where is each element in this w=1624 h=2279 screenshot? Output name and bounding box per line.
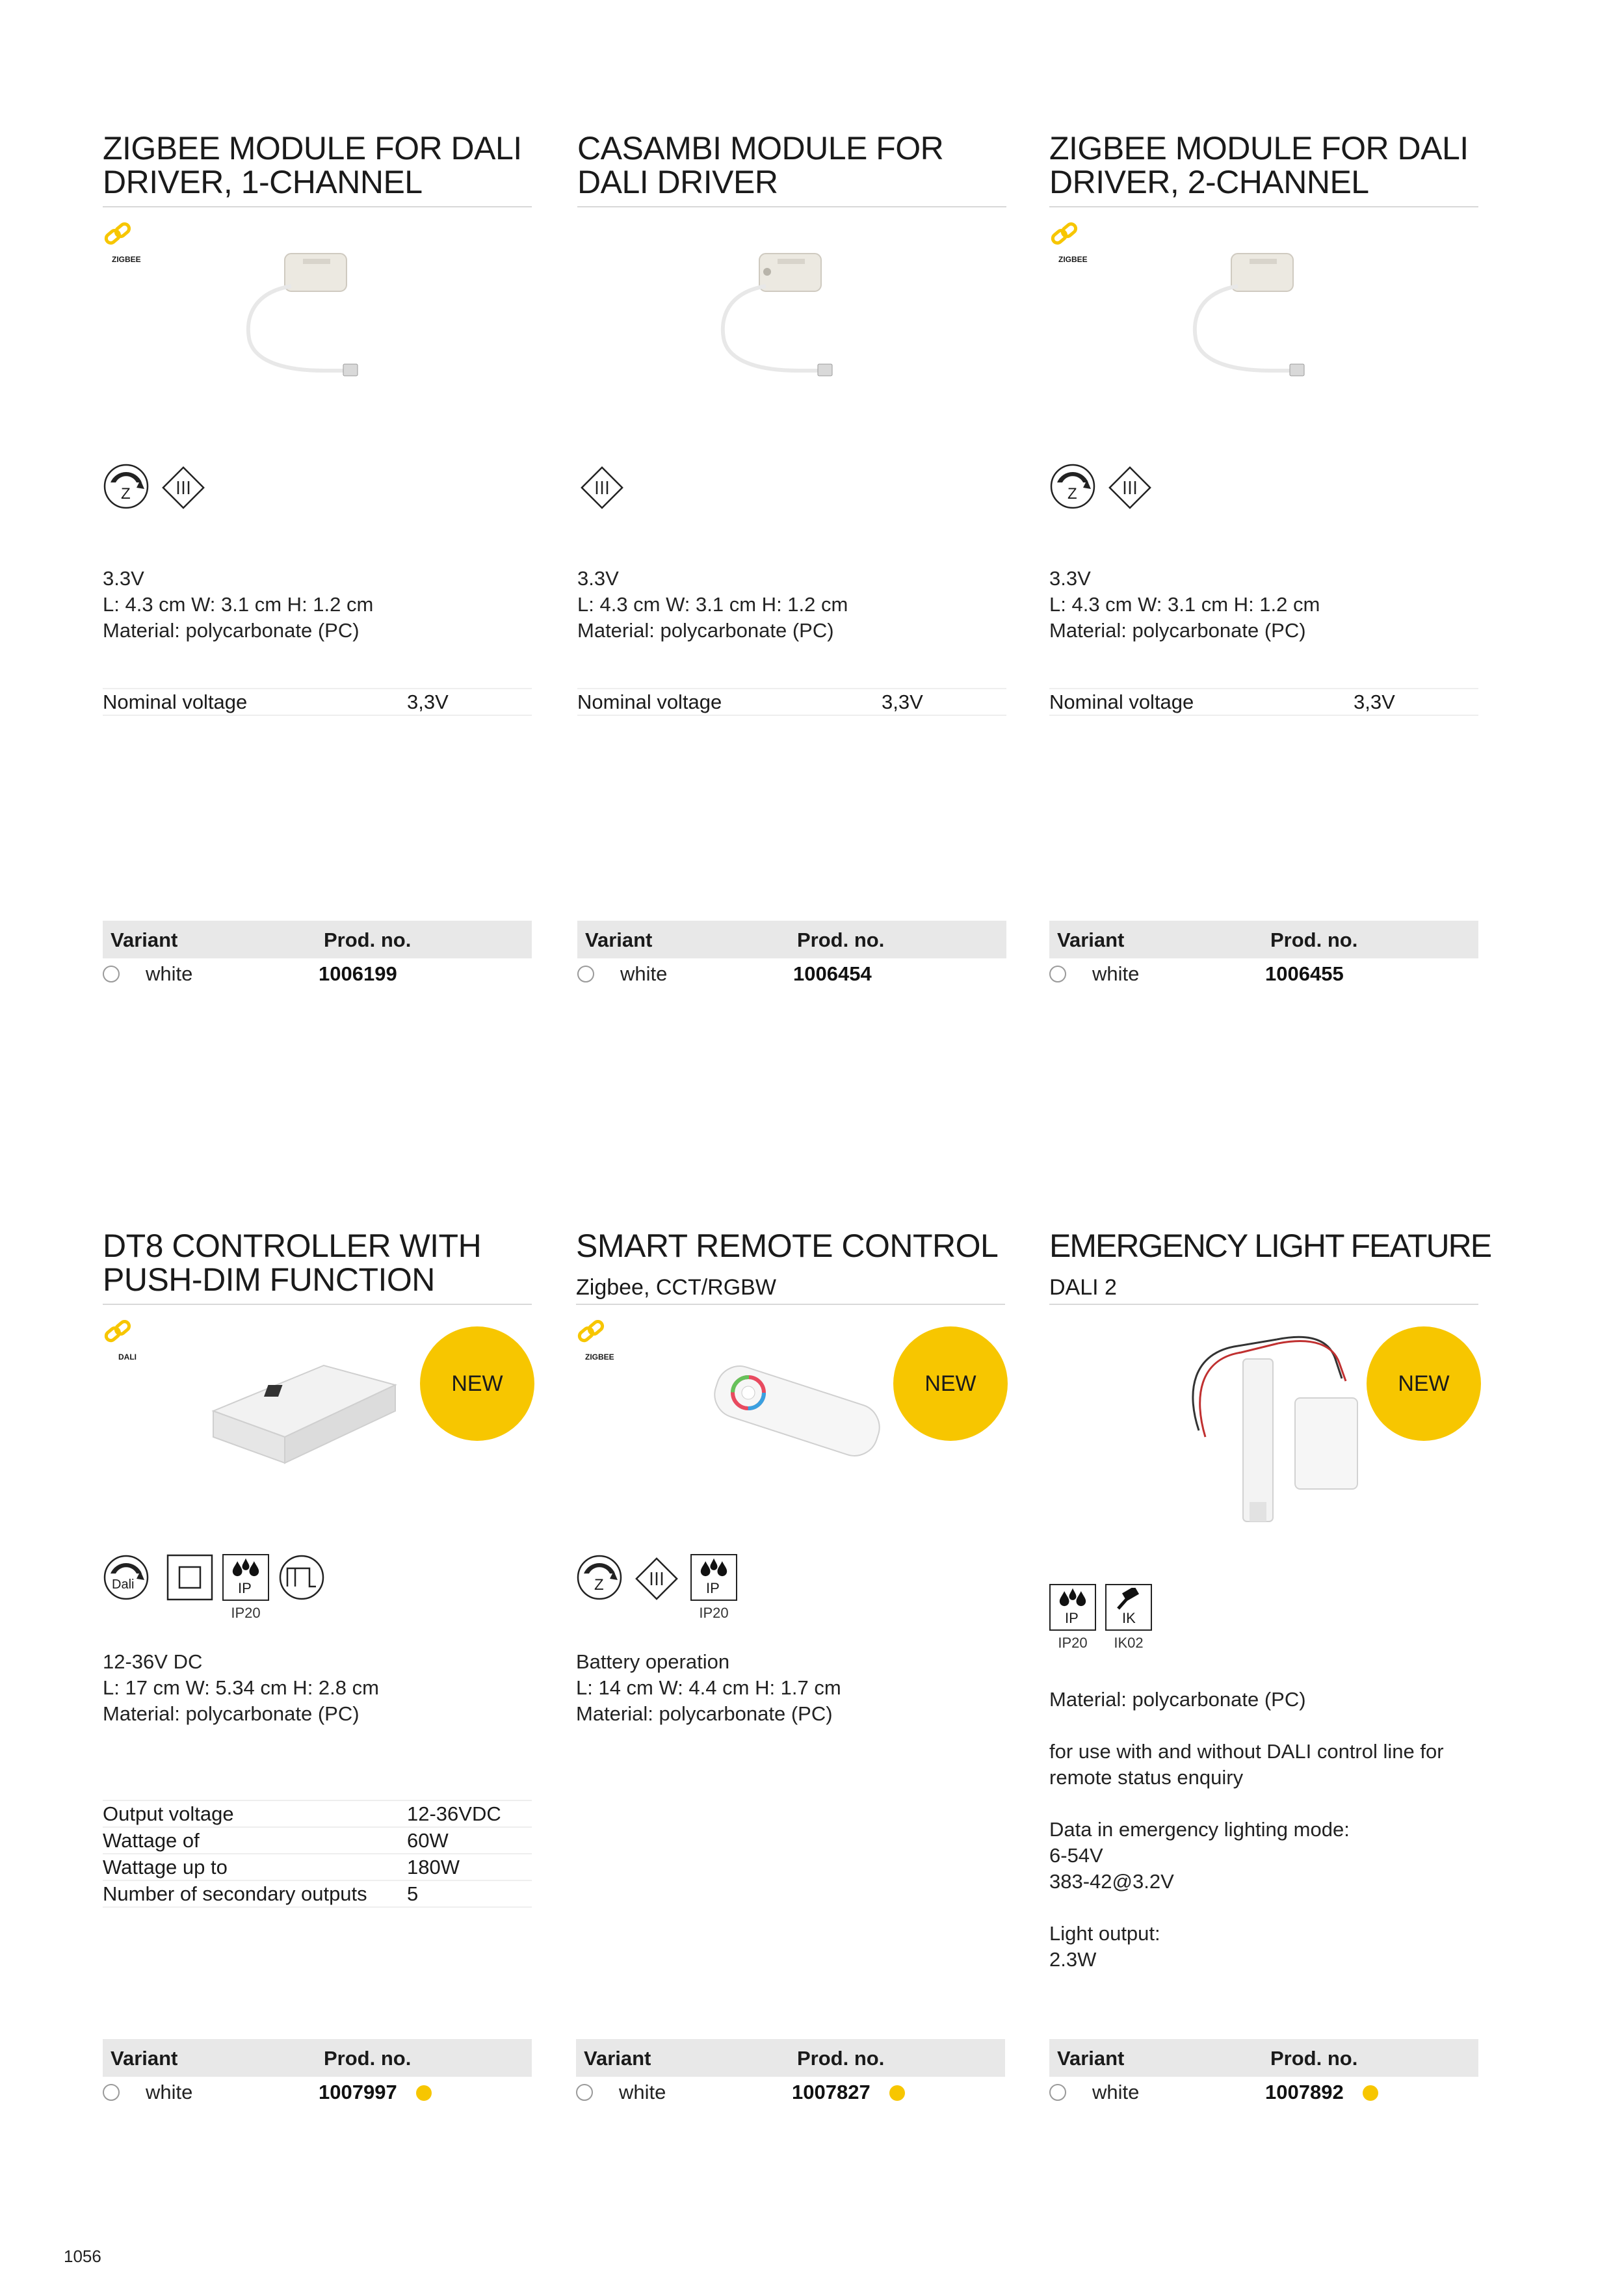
product-title: SMART REMOTE CONTROL bbox=[576, 1228, 999, 1264]
variant-row[interactable] bbox=[576, 2078, 1005, 2107]
zigbee-dimmer-icon: Z bbox=[576, 1554, 623, 1601]
badge-label: ZIGBEE bbox=[112, 255, 141, 264]
zigbee-module-product-image bbox=[239, 241, 395, 397]
product-title: ZIGBEE MODULE FOR DALI DRIVER, 1-CHANNEL bbox=[103, 130, 522, 200]
dali-class-iii-icon bbox=[1105, 463, 1155, 512]
variant-row[interactable] bbox=[103, 2078, 532, 2107]
spec-table bbox=[103, 688, 532, 716]
new-badge: NEW bbox=[893, 1326, 1008, 1441]
dali-dimmer-icon bbox=[103, 1554, 150, 1601]
spec-row: Nominal voltage 3,3V bbox=[577, 689, 1006, 715]
new-indicator-dot bbox=[889, 2085, 905, 2101]
product-title: CASAMBI MODULE FOR DALI DRIVER bbox=[577, 130, 944, 200]
ip-rating-icon: IP IP20 bbox=[1049, 1584, 1096, 1652]
title-divider bbox=[103, 1304, 532, 1305]
dali-icon-label: Dali bbox=[112, 1577, 135, 1592]
feature-icon-row bbox=[1049, 463, 1155, 512]
dali-class-iii-icon bbox=[577, 463, 627, 512]
product-card-dt8-controller bbox=[103, 1229, 532, 2139]
product-number: 1007827 bbox=[792, 2081, 871, 2103]
prodno-header: Prod. no. bbox=[797, 2047, 885, 2070]
push-dim-icon bbox=[278, 1554, 325, 1601]
variant-name: white bbox=[620, 962, 668, 985]
color-swatch-white bbox=[577, 966, 594, 982]
casambi-module-product-image bbox=[714, 241, 870, 397]
prodno-header: Prod. no. bbox=[324, 2047, 412, 2070]
product-title: ZIGBEE MODULE FOR DALI DRIVER, 2-CHANNEL bbox=[1049, 130, 1469, 200]
product-card-zigbee-2ch bbox=[1049, 0, 1478, 1040]
product-number: 1006455 bbox=[1265, 962, 1344, 985]
product-description: 3.3V L: 4.3 cm W: 3.1 cm H: 1.2 cm Material: polycarbonate (PC) bbox=[577, 567, 848, 642]
zigbee-dimmer-icon: Z bbox=[1049, 463, 1096, 510]
product-subtitle: Zigbee, CCT/RGBW bbox=[576, 1275, 776, 1300]
variant-table-header bbox=[577, 921, 1006, 958]
zigbee-badge-icon bbox=[1049, 220, 1082, 259]
spec-row: Wattage of 60W bbox=[103, 1827, 532, 1854]
product-description: 3.3V L: 4.3 cm W: 3.1 cm H: 1.2 cm Material: polycarbonate (PC) bbox=[1049, 567, 1320, 642]
zigbee-dimmer-icon: Z bbox=[103, 463, 150, 510]
ip-caption: IP20 bbox=[699, 1605, 729, 1621]
variant-name: white bbox=[146, 962, 193, 985]
color-swatch-white bbox=[576, 2084, 593, 2101]
badge-label: DALI bbox=[118, 1352, 137, 1362]
variant-header: Variant bbox=[1057, 929, 1125, 951]
variant-header: Variant bbox=[585, 929, 653, 951]
feature-icon-row bbox=[577, 463, 627, 512]
product-number: 1007892 bbox=[1265, 2081, 1344, 2103]
spec-row: Number of secondary outputs 5 bbox=[103, 1880, 532, 1907]
dt8-controller-product-image bbox=[207, 1339, 402, 1469]
badge-label: ZIGBEE bbox=[1058, 255, 1088, 264]
color-swatch-white bbox=[1049, 2084, 1066, 2101]
badge-label: ZIGBEE bbox=[585, 1352, 614, 1362]
variant-header: Variant bbox=[584, 2047, 651, 2070]
product-card-zigbee-1ch bbox=[103, 0, 532, 1040]
spec-row: Nominal voltage 3,3V bbox=[103, 689, 532, 715]
dali-class-iii-icon bbox=[159, 463, 208, 512]
dali-badge-icon bbox=[103, 1317, 135, 1356]
variant-row[interactable] bbox=[1049, 960, 1478, 988]
prodno-header: Prod. no. bbox=[797, 929, 885, 951]
ip-caption: IP20 bbox=[231, 1605, 261, 1621]
prodno-header: Prod. no. bbox=[1270, 2047, 1358, 2070]
product-title: DT8 CONTROLLER WITH PUSH-DIM FUNCTION bbox=[103, 1228, 482, 1298]
feature-icon-row bbox=[103, 463, 208, 512]
new-badge: NEW bbox=[420, 1326, 534, 1441]
variant-table-header bbox=[1049, 2039, 1478, 2077]
ip-rating-icon: IP IP20 bbox=[690, 1554, 737, 1622]
prodno-header: Prod. no. bbox=[324, 929, 412, 951]
new-indicator-dot bbox=[416, 2085, 432, 2101]
product-description: 12-36V DC L: 17 cm W: 5.34 cm H: 2.8 cm Material: polycarbonate (PC) bbox=[103, 1650, 379, 1725]
zigbee-badge-icon bbox=[103, 220, 135, 259]
title-divider bbox=[576, 1304, 1005, 1305]
zigbee-module-product-image bbox=[1186, 241, 1342, 397]
emergency-module-product-image bbox=[1179, 1326, 1368, 1535]
variant-name: white bbox=[146, 2081, 193, 2103]
product-card-emergency-light bbox=[1049, 1228, 1491, 2139]
product-description: 3.3V L: 4.3 cm W: 3.1 cm H: 1.2 cm Material: polycarbonate (PC) bbox=[103, 567, 374, 642]
prodno-header: Prod. no. bbox=[1270, 929, 1358, 951]
remote-control-product-image bbox=[700, 1359, 882, 1476]
feature-icon-row bbox=[576, 1554, 737, 1622]
dali-class-iii-icon bbox=[632, 1554, 681, 1603]
variant-header: Variant bbox=[1057, 2047, 1125, 2070]
variant-header: Variant bbox=[111, 929, 178, 951]
spec-table bbox=[577, 688, 1006, 716]
new-indicator-dot bbox=[1363, 2085, 1378, 2101]
variant-name: white bbox=[619, 2081, 666, 2103]
zigbee-badge-icon bbox=[576, 1317, 609, 1356]
product-card-casambi bbox=[577, 0, 1006, 1040]
spec-row: Nominal voltage 3,3V bbox=[1049, 689, 1478, 715]
title-divider bbox=[1049, 206, 1478, 207]
page-number: 1056 bbox=[64, 2246, 101, 2266]
spec-row: Wattage up to 180W bbox=[103, 1854, 532, 1880]
variant-name: white bbox=[1092, 2081, 1140, 2103]
variant-table-header bbox=[1049, 921, 1478, 958]
color-swatch-white bbox=[103, 2084, 120, 2101]
title-divider bbox=[577, 206, 1006, 207]
title-divider bbox=[103, 206, 532, 207]
product-number: 1006199 bbox=[319, 962, 397, 985]
title-divider bbox=[1049, 1304, 1478, 1305]
feature-icon-row bbox=[1049, 1584, 1152, 1652]
variant-table-header bbox=[576, 2039, 1005, 2077]
product-card-smart-remote bbox=[576, 1229, 1005, 2139]
variant-row[interactable] bbox=[577, 960, 1006, 988]
product-number: 1007997 bbox=[319, 2081, 397, 2103]
feature-icon-row bbox=[103, 1554, 325, 1622]
product-description: Battery operation L: 14 cm W: 4.4 cm H: 1.7 cm Material: polycarbonate (PC) bbox=[576, 1650, 841, 1725]
variant-table-header bbox=[103, 921, 532, 958]
product-title: EMERGENCY LIGHT FEATURE bbox=[1049, 1228, 1491, 1264]
variant-header: Variant bbox=[111, 2047, 178, 2070]
ip-caption: IP20 bbox=[1058, 1635, 1088, 1651]
new-badge: NEW bbox=[1367, 1326, 1481, 1441]
color-swatch-white bbox=[1049, 966, 1066, 982]
ik-rating-icon: IK IK02 bbox=[1105, 1584, 1152, 1652]
product-subtitle: DALI 2 bbox=[1049, 1275, 1117, 1300]
ip-rating-icon: IP IP20 bbox=[222, 1554, 269, 1622]
color-swatch-white bbox=[103, 966, 120, 982]
variant-name: white bbox=[1092, 962, 1140, 985]
spec-table bbox=[1049, 688, 1478, 716]
variant-row[interactable] bbox=[1049, 2078, 1478, 2107]
variant-row[interactable] bbox=[103, 960, 532, 988]
spec-row: Output voltage 12-36VDC bbox=[103, 1800, 532, 1827]
product-description: Material: polycarbonate (PC) for use with and without DALI control line for remote status enquiry Data in emergency lighting mode: 6-54V 383-42@3.2V Light output: 2.3W bbox=[1049, 1688, 1444, 1971]
spec-table bbox=[103, 1800, 532, 1908]
variant-table-header bbox=[103, 2039, 532, 2077]
product-number: 1006454 bbox=[793, 962, 872, 985]
ik-caption: IK02 bbox=[1114, 1635, 1144, 1651]
class-ii-icon bbox=[166, 1554, 213, 1601]
